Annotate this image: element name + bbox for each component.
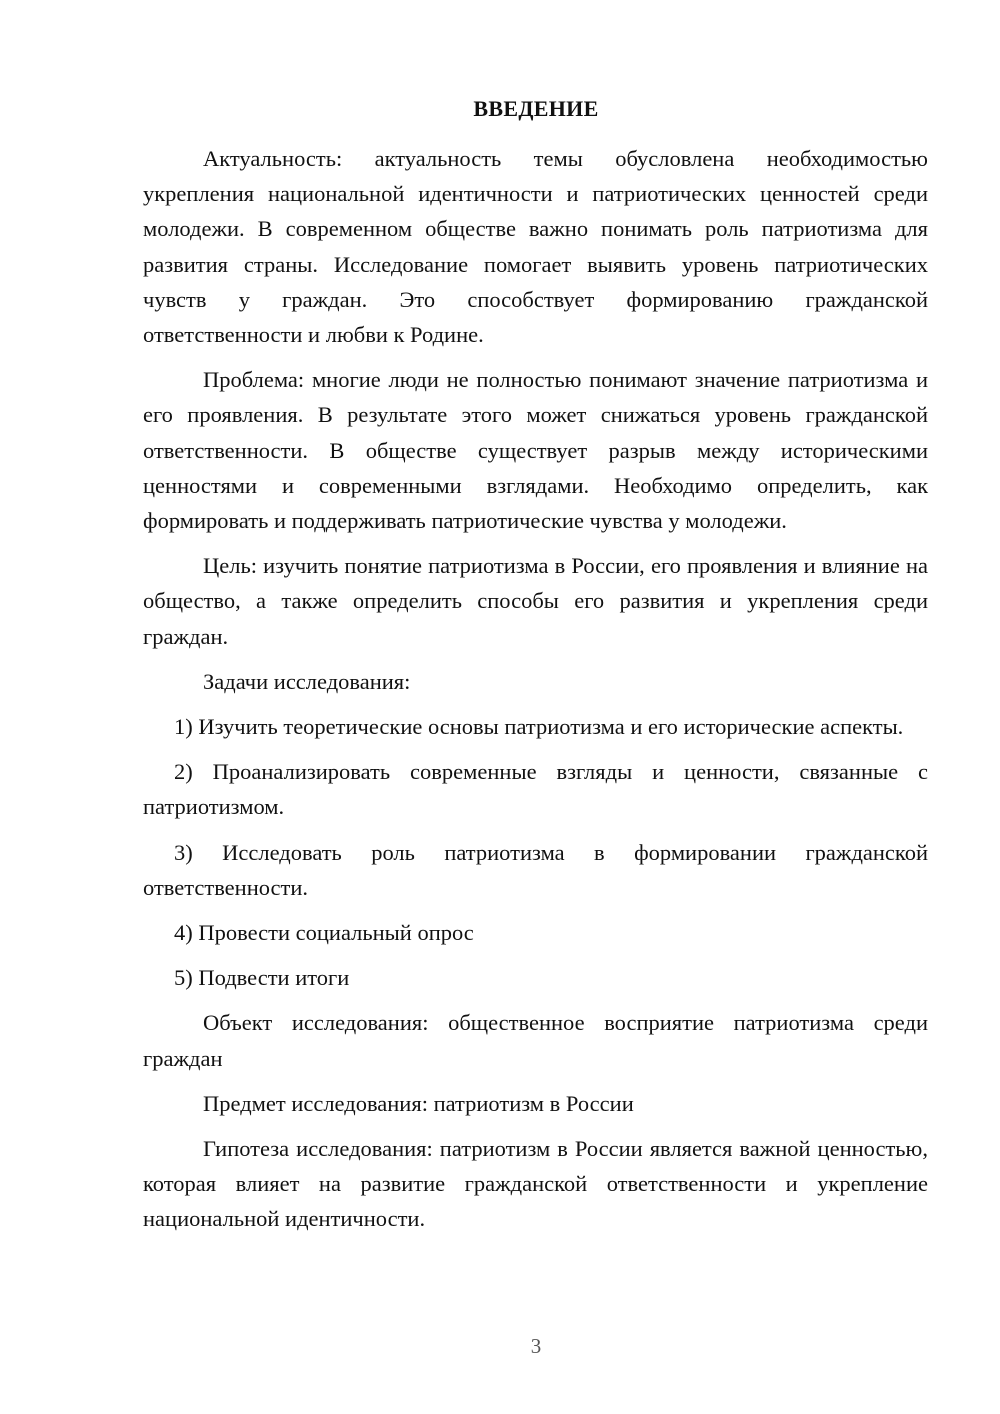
task-item-1: 1) Изучить теоретические основы патриотизма и его исторические аспекты.	[174, 714, 904, 740]
task-item-3: 3) Исследовать роль патриотизма в формировании гражданской ответственности.	[143, 839, 928, 900]
paragraph-subject: Предмет исследования: патриотизм в России	[203, 1090, 634, 1116]
document-body	[143, 141, 928, 1237]
paragraph-relevance: Актуальность: актуальность темы обусловлена необходимостью укрепления национальной идентичности и патриотических ценностей среди молодежи. В современном обществе важно понимать роль патриотизма для развития страны. Исследование помогает выявить уровень патриотических чувств у граждан. Это способствует формированию гражданской ответственности и любви к Родине.	[143, 146, 928, 348]
task-item-4: 4) Провести социальный опрос	[174, 920, 474, 946]
paragraph-tasks-heading: Задачи исследования:	[203, 668, 411, 694]
paragraph-hypothesis: Гипотеза исследования: патриотизм в России является важной ценностью, которая влияет на развитие гражданской ответственности и укрепление национальной идентичности.	[143, 1136, 928, 1232]
page-number: 3	[530, 1334, 542, 1358]
paragraph-object: Объект исследования: общественное восприятие патриотизма среди граждан	[143, 1010, 928, 1071]
task-item-2: 2) Проанализировать современные взгляды и ценности, связанные с патриотизмом.	[143, 759, 928, 820]
task-item-5: 5) Подвести итоги	[174, 965, 350, 991]
section-title: ВВЕДЕНИЕ	[473, 96, 599, 121]
paragraph-problem: Проблема: многие люди не полностью понимают значение патриотизма и его проявления. В результате этого может снижаться уровень гражданской ответственности. В обществе существует разрыв между историческими ценностями и современными взглядами. Необходимо определить, как формировать и поддерживать патриотические чувства у молодежи.	[143, 367, 928, 534]
paragraph-goal: Цель: изучить понятие патриотизма в России, его проявления и влияние на общество, а также определить способы его развития и укрепления среди граждан.	[143, 553, 928, 649]
